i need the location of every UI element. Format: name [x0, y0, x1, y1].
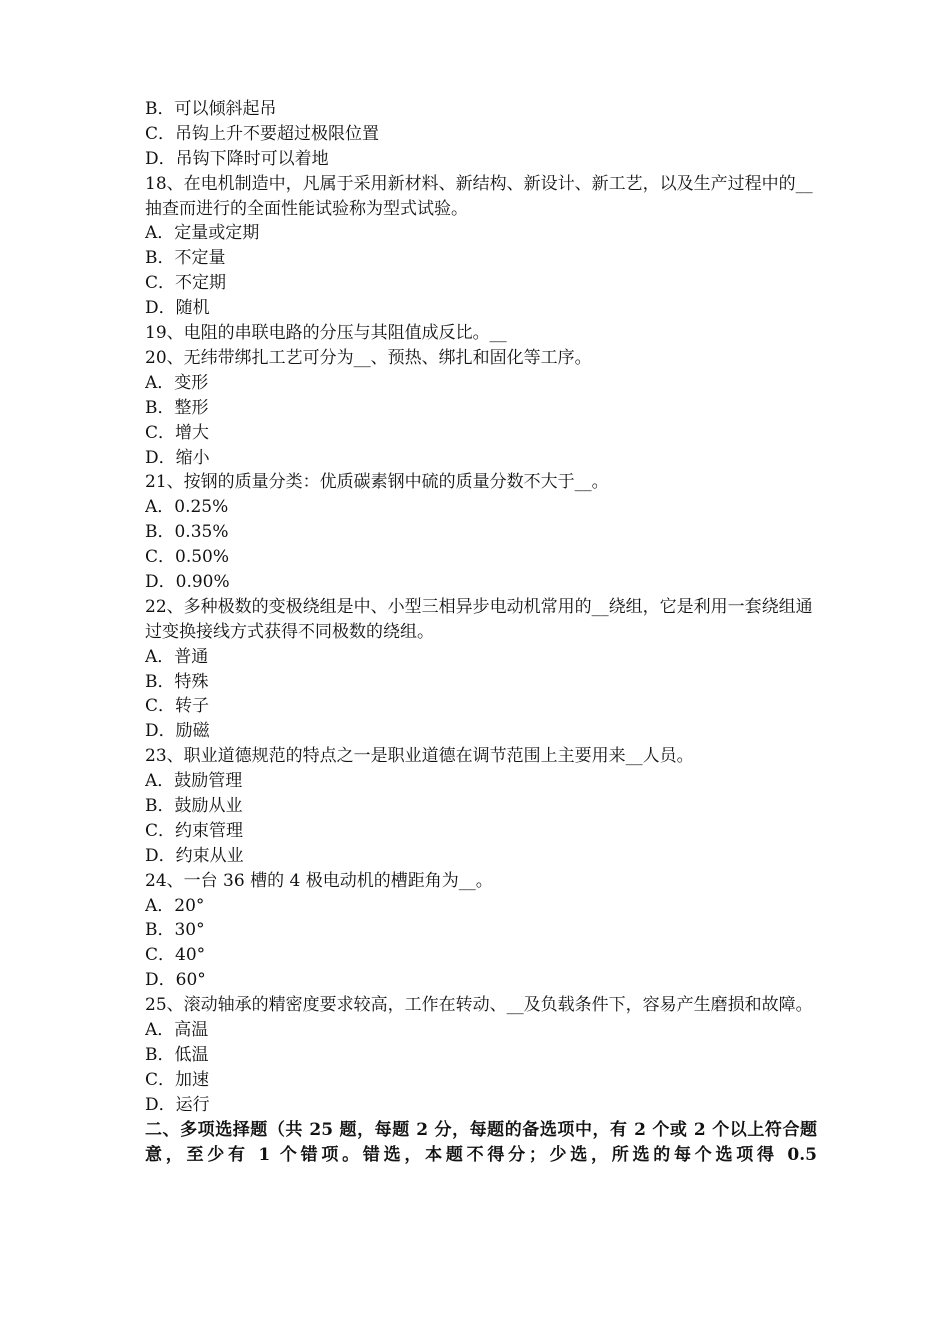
question-text: 18、在电机制造中，凡属于采用新材料、新结构、新设计、新工艺，以及生产过程中的__抽查而进行的全面性能试验称为型式试验。: [145, 173, 813, 219]
option-text: D．60°: [145, 970, 206, 991]
option-text: B．低温: [145, 1044, 209, 1065]
option-text: B．不定量: [145, 248, 226, 269]
option-text: D．运行: [145, 1094, 210, 1115]
option-text: B．整形: [145, 397, 209, 418]
section-heading: 二、多项选择题（共 25 题，每题 2 分，每题的备选项中，有 2 个或 2 个以上符合题意，至少有 1 个错项。错选，本题不得分；少选，所选的每个选项得 0.5: [145, 1119, 817, 1165]
question-text: 20、无纬带绑扎工艺可分为__、预热、绑扎和固化等工序。: [145, 347, 592, 368]
option-text: C．0.50%: [145, 547, 230, 568]
option-text: C．增大: [145, 422, 210, 443]
option-text: B．30°: [145, 920, 205, 941]
option-text: B．可以倾斜起吊: [145, 99, 277, 119]
question-text: 23、职业道德规范的特点之一是职业道德在调节范围上主要用来__人员。: [145, 746, 694, 767]
question-text: 22、多种极数的变极绕组是中、小型三相异步电动机常用的__绕组，它是利用一套绕组通过变换接线方式获得不同极数的绕组。: [145, 596, 813, 642]
option-text: A．高温: [145, 1020, 209, 1041]
option-text: B．鼓励从业: [145, 796, 243, 816]
option-text: D．约束从业: [145, 845, 244, 866]
option-text: A．定量或定期: [145, 223, 260, 244]
option-text: B．特殊: [145, 671, 209, 692]
option-text: C．吊钩上升不要超过极限位置: [145, 123, 380, 144]
option-text: D．随机: [145, 298, 210, 319]
option-text: B．0.35%: [145, 522, 229, 543]
option-text: C．不定期: [145, 273, 227, 294]
question-text: 25、滚动轴承的精密度要求较高，工作在转动、__及负载条件下，容易产生磨损和故障。: [145, 995, 813, 1016]
question-text: 21、按钢的质量分类：优质碳素钢中硫的质量分数不大于__。: [145, 472, 609, 493]
question-text: 24、一台 36 槽的 4 极电动机的槽距角为__。: [145, 870, 493, 891]
option-text: D．吊钩下降时可以着地: [145, 148, 329, 169]
option-text: C．40°: [145, 945, 206, 966]
option-text: A．鼓励管理: [145, 771, 243, 792]
option-text: D．缩小: [145, 447, 210, 468]
option-text: C．转子: [145, 696, 210, 717]
option-text: A．变形: [145, 372, 209, 393]
option-text: D．励磁: [145, 721, 210, 742]
question-text: 19、电阻的串联电路的分压与其阻值成反比。__: [145, 323, 507, 344]
option-text: A．20°: [145, 895, 205, 916]
option-text: C．约束管理: [145, 820, 244, 841]
option-text: A．普通: [145, 646, 209, 667]
option-text: D．0.90%: [145, 571, 230, 592]
option-text: A．0.25%: [145, 497, 229, 518]
option-text: C．加速: [145, 1069, 210, 1090]
document-page: [145, 97, 817, 1167]
